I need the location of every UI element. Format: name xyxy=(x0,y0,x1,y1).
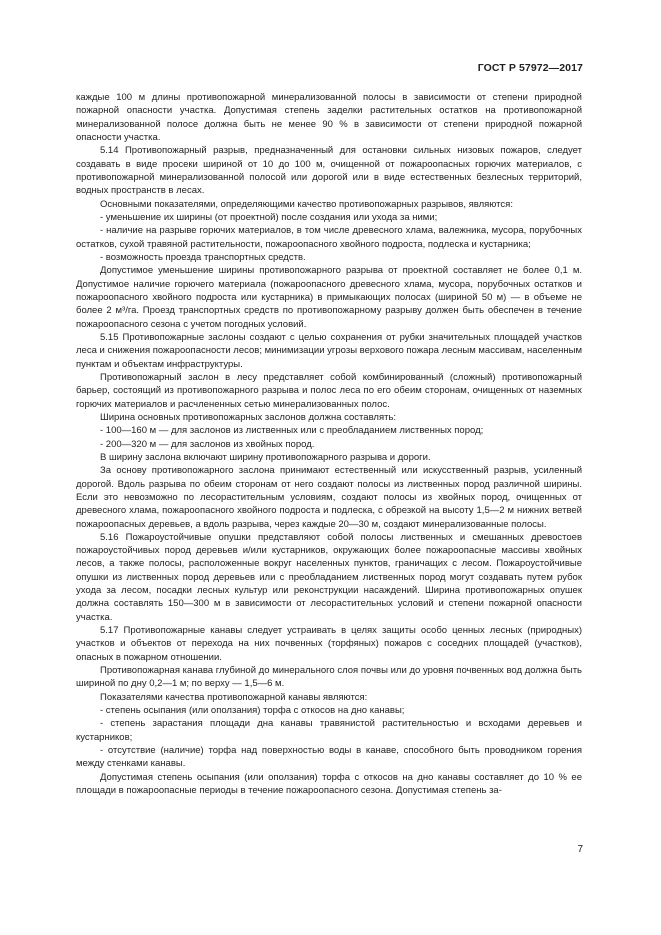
page-body xyxy=(76,91,582,797)
list-item: - 200—320 м — для заслонов из хвойных пород. xyxy=(100,438,315,450)
list-item: - степень зарастания площади дна канавы травянистой растительностью и всходами деревьев и кустарников; xyxy=(76,718,582,743)
paragraph: За основу противопожарного заслона принимают естественный или искусственный разрыв, усиленный дорогой. Вдоль разрыва по обеим сторонам от него создают полосы из лиственных пород различной ширины. Если это невозможно по лесорастительным условиям, создают полосы из хвойных пород, очищенных от древесного хлама, пожароопасного хвойного подроста и подлеска, с обрезкой на высоту 1,5—2 м нижних ветвей пожароопасных деревьев, а вдоль разрыва, через каждые 20—30 м, создают минерализованные полосы. xyxy=(76,465,582,530)
document-code: ГОСТ Р 57972—2017 xyxy=(477,62,583,74)
paragraph: Противопожарная канава глубиной до минерального слоя почвы или до уровня почвенных вод должна быть шириной по дну 0,2—1 м; по верху — 1,5—6 м. xyxy=(76,665,582,690)
paragraph: Допустимое уменьшение ширины противопожарного разрыва от проектной составляет не более 0,1 м. Допустимое наличие горючего материала (пожароопасного древесного хлама, мусора, порубочных остатков и пожароопасного хвойного подроста или кустарника) в примыкающих полосах (шириной 50 м) — в объеме не более 2 м³/га. Проезд транспортных средств по противопожарному разрыву должен быть обеспечен в течение пожароопасного сезона с учетом погодных условий. xyxy=(76,265,582,330)
paragraph: Основными показателями, определяющими качество противопожарных разрывов, являются: xyxy=(100,198,513,210)
paragraph-5-15: 5.15 Противопожарные заслоны создают с целью сохранения от рубки значительных площадей участков леса и снижения пожароопасности лесов; минимизации угрозы верхового пожара лесным массивам, населенным пунктам и объектам инфраструктуры. xyxy=(76,331,582,370)
list-item: - 100—160 м — для заслонов из лиственных или с преобладанием лиственных пород; xyxy=(100,425,484,437)
list-item: - степень осыпания (или оползания) торфа с откосов на дно канавы; xyxy=(100,705,405,717)
list-item: - возможность проезда транспортных средств. xyxy=(100,251,306,263)
list-item: - уменьшение их ширины (от проектной) после создания или ухода за ними; xyxy=(100,211,438,223)
paragraph: Противопожарный заслон в лесу представляет собой комбинированный (сложный) противопожарный барьер, состоящий из противопожарного разрыва и полос леса по его обеим сторонам, очищенных от наземных горючих материалов и расчлененных сетью минерализованных полос. xyxy=(76,371,582,410)
paragraph: каждые 100 м длины противопожарной минерализованной полосы в зависимости от степени природной пожарной опасности участка. Допустимая степень заделки растительных остатков на противопожарной минерализованной полосе должна быть не менее 90 % в зависимости от степени природной пожарной опасности участка. xyxy=(76,92,582,143)
paragraph-5-17: 5.17 Противопожарные канавы следует устраивать в целях защиты особо ценных лесных (природных) участков и объектов от перехода на них почвенных (торфяных) пожаров с соседних площадей (участков), опасных в пожарном отношении. xyxy=(76,625,582,663)
paragraph: Допустимая степень осыпания (или оползания) торфа с откосов на дно канавы составляет до 10 % ее площади в пожароопасные периоды в течение пожароопасного сезона. Допустимая степень за- xyxy=(76,771,582,797)
list-item: - наличие на разрыве горючих материалов, в том числе древесного хлама, валежника, мусора, порубочных остатков, сухой травяной растительности, пожароопасного хвойного подроста, подлеска и кустарника; xyxy=(76,225,582,250)
paragraph-5-14: 5.14 Противопожарный разрыв, предназначенный для остановки сильных низовых пожаров, следует создавать в виде просеки шириной от 10 до 100 м, очищенной от пожароопасных горючих материалов, с противопожарной минерализованной полосой или дорогой или в виде естественных безлесных территорий, водных пространств в лесах. xyxy=(76,145,582,197)
paragraph: Показателями качества противопожарной канавы являются: xyxy=(100,691,368,703)
paragraph: В ширину заслона включают ширину противопожарного разрыва и дороги. xyxy=(100,451,431,463)
paragraph-5-16: 5.16 Пожароустойчивые опушки представляют собой полосы лиственных и смешанных древостоев пожароустойчивых пород деревьев и/или кустарников, окружающих более пожароопасные массивы хвойных лесов, а также полосы, расположенные вокруг населенных пунктов, граничащих с лесом. Пожароустойчивые опушки из лиственных пород деревьев или с преобладанием лиственных пород могут создавать путем рубок ухода за лесом, посадки лесных культур или реконструкции насаждений. Ширина противопожарных опушек должна составлять 150—300 м в зависимости от лесорастительных условий и степени пожарной опасности участка. xyxy=(76,531,582,623)
page-number: 7 xyxy=(577,844,583,855)
list-item: - отсутствие (наличие) торфа над поверхностью воды в канаве, способного быть проводником горения между стенками канавы. xyxy=(76,745,582,770)
paragraph: Ширина основных противопожарных заслонов должна составлять: xyxy=(100,411,397,423)
